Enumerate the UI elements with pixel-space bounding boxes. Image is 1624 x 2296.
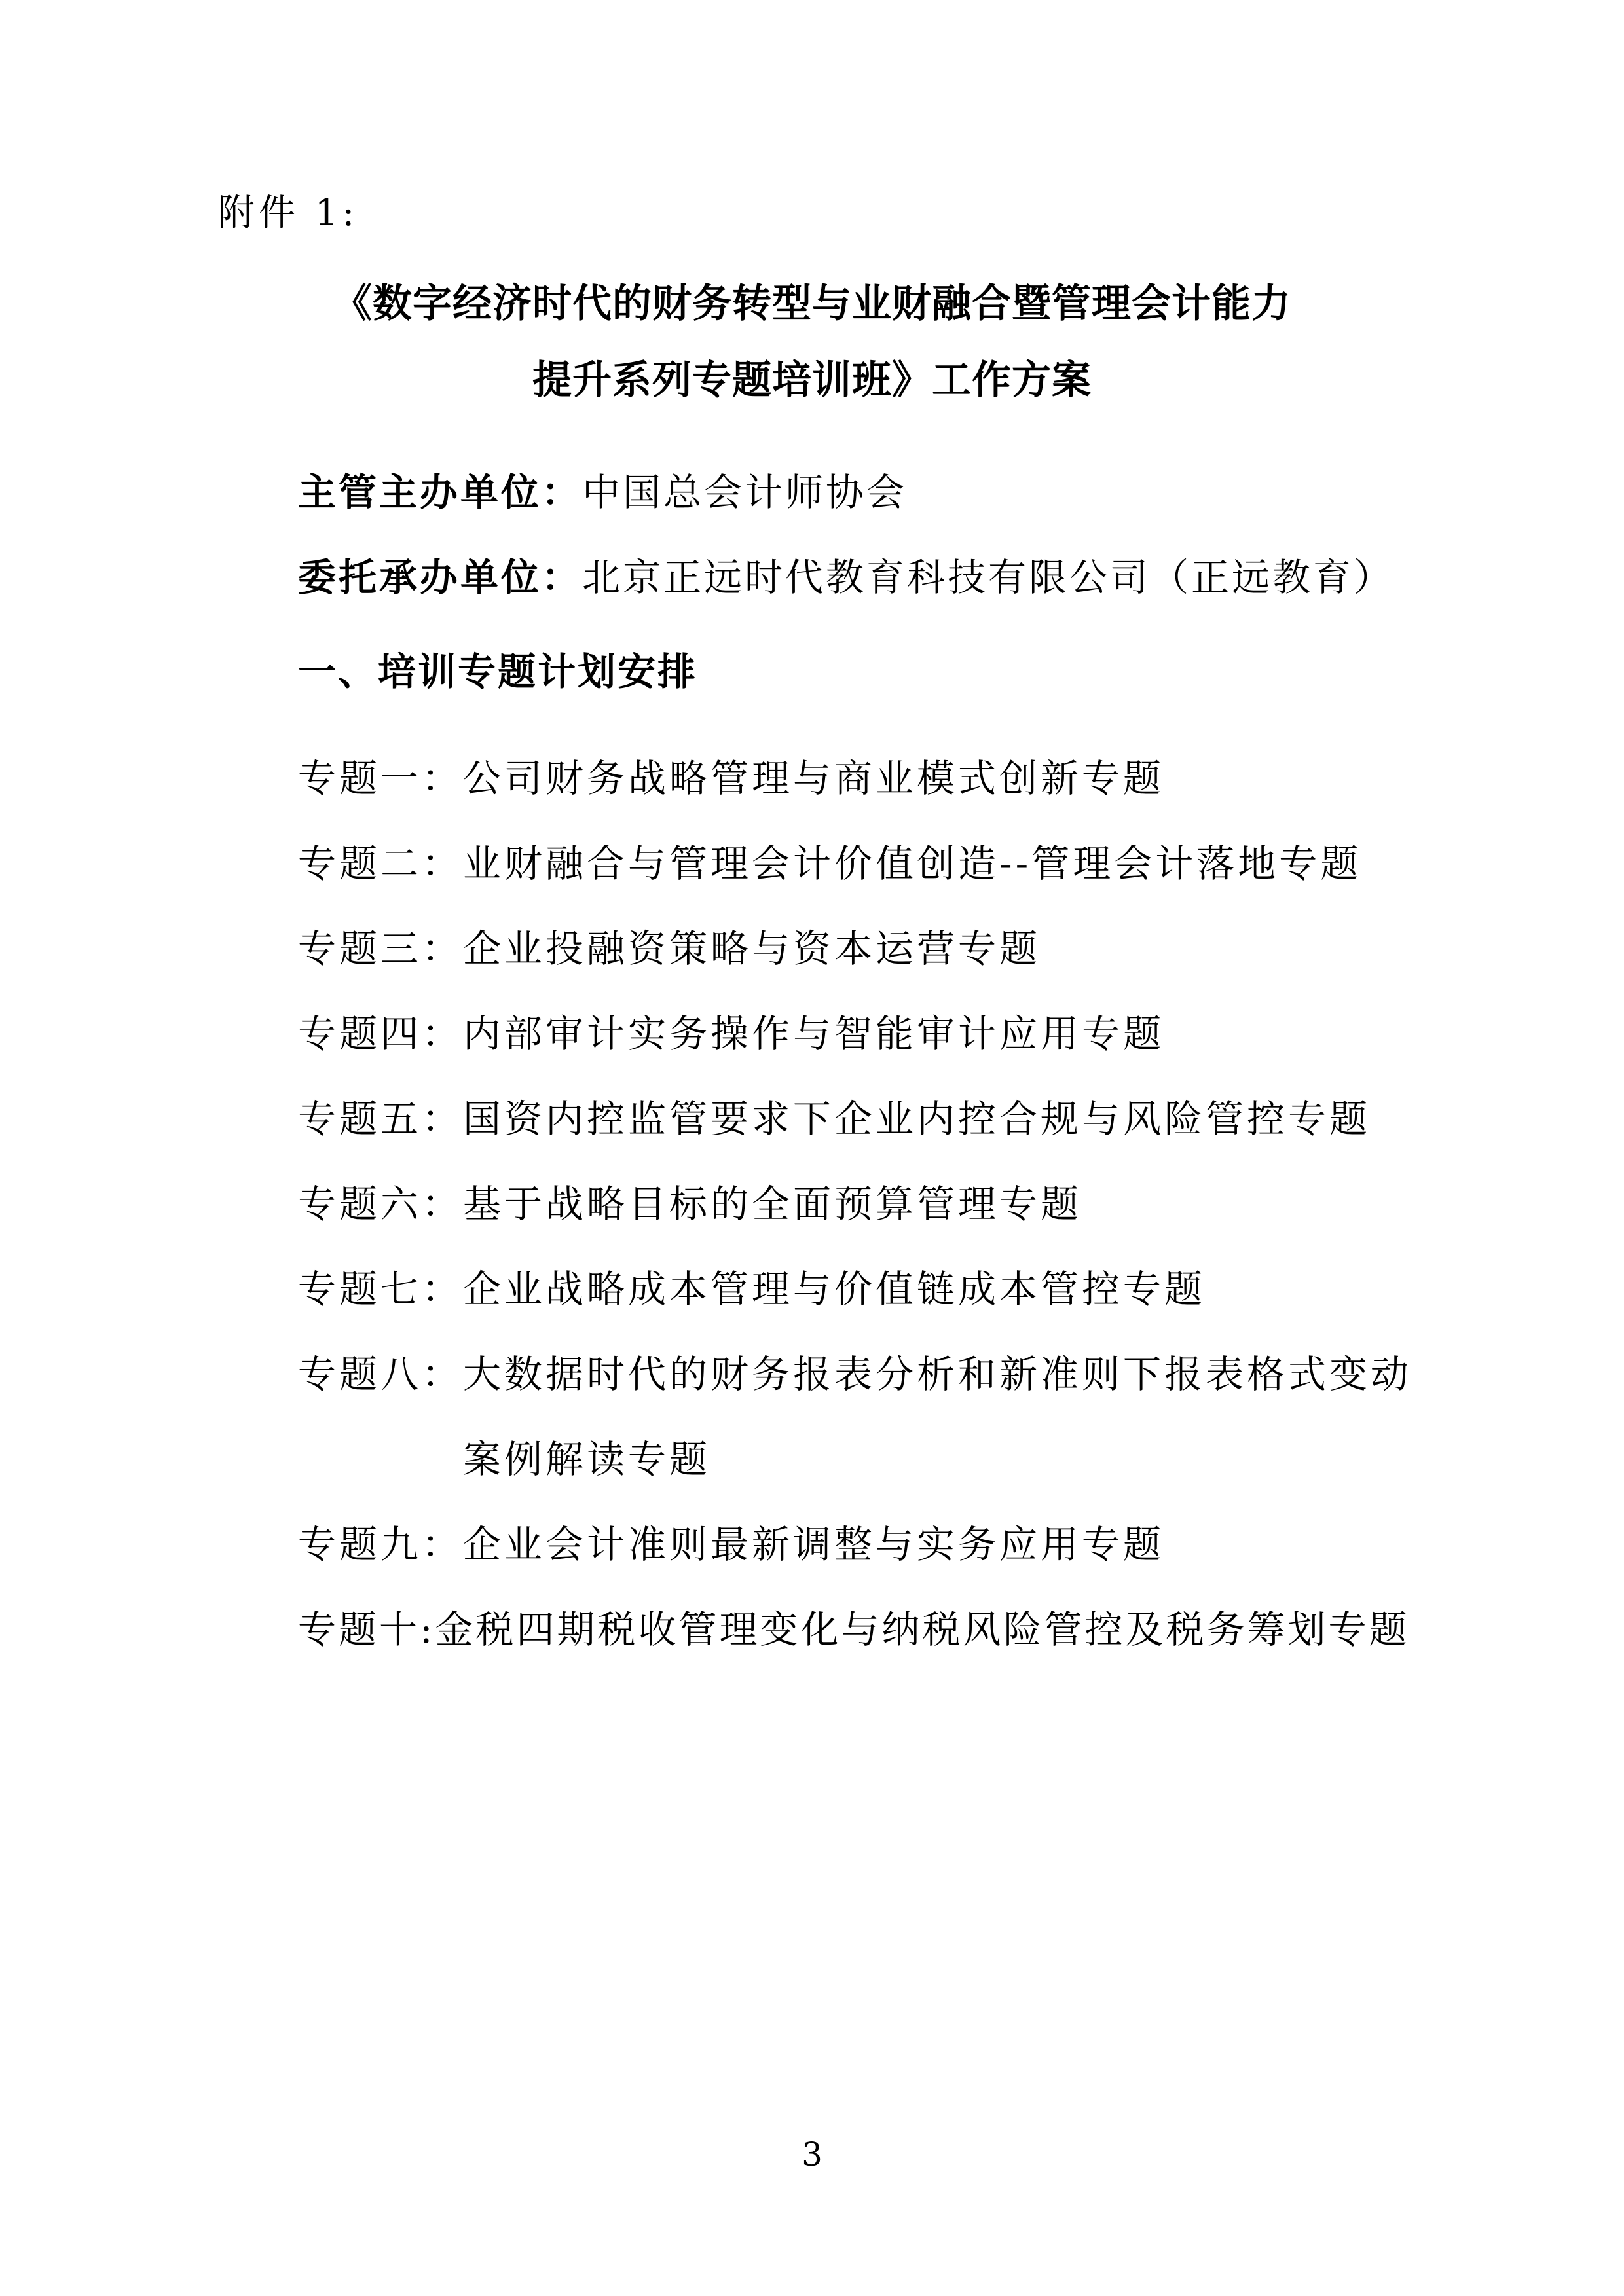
topic-item-2: 专题二：业财融合与管理会计价值创造--管理会计落地专题 <box>298 841 1362 886</box>
organizer-undertaker <box>298 555 1394 601</box>
topic-item-5: 专题五：国资内控监管要求下企业内控合规与风险管控专题 <box>298 1097 1371 1141</box>
organizer-supervisor <box>298 470 907 516</box>
topic-item-4: 专题四：内部审计实务操作与智能审计应用专题 <box>298 1011 1165 1056</box>
organizer-supervisor-value: 中国总会计师协会 <box>582 470 908 515</box>
organizer-undertaker-label: 委托承办单位： <box>298 555 583 600</box>
document-title-line-1: 《数字经济时代的财务转型与业财融合暨管理会计能力 <box>333 281 1291 327</box>
section-heading-training-plan: 一、培训专题计划安排 <box>298 649 698 694</box>
topic-item-6: 专题六：基于战略目标的全面预算管理专题 <box>298 1182 1082 1226</box>
attachment-label: 附件 1: <box>218 192 359 234</box>
topic-item-7: 专题七：企业战略成本管理与价值链成本管控专题 <box>298 1267 1206 1311</box>
page-number: 3 <box>802 2136 822 2174</box>
organizer-supervisor-label: 主管主办单位： <box>298 470 583 515</box>
topic-item-1: 专题一：公司财务战略管理与商业模式创新专题 <box>298 756 1165 801</box>
document-title-line-2: 提升系列专题培训班》工作方案 <box>532 357 1092 403</box>
topic-item-10: 专题十:金税四期税收管理变化与纳税风险管控及税务筹划专题 <box>298 1607 1410 1652</box>
topic-item-9: 专题九：企业会计准则最新调整与实务应用专题 <box>298 1522 1165 1567</box>
topic-item-8-line-2: 案例解读专题 <box>463 1437 711 1482</box>
organizer-undertaker-value: 北京正远时代教育科技有限公司（正远教育） <box>582 555 1395 600</box>
topic-item-3: 专题三：企业投融资策略与资本运营专题 <box>298 926 1041 971</box>
topic-item-8-line-1: 专题八：大数据时代的财务报表分析和新准则下报表格式变动 <box>298 1352 1412 1396</box>
